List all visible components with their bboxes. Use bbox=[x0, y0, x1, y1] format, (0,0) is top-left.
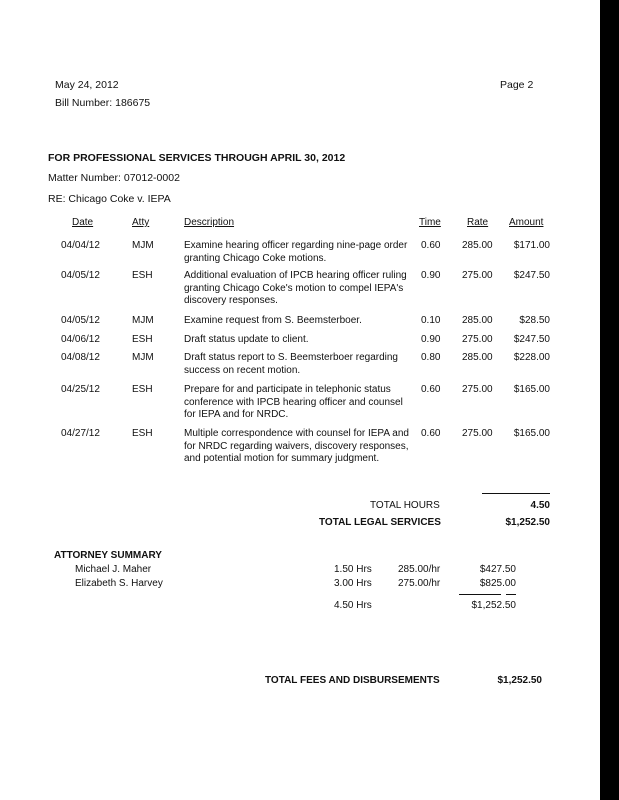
col-description-header: Description bbox=[184, 217, 235, 228]
entry-rate: 275.00 bbox=[462, 334, 493, 345]
col-time-header: Time bbox=[419, 217, 441, 228]
page-number: Page 2 bbox=[500, 79, 534, 91]
entry-atty: ESH bbox=[132, 334, 153, 345]
entry-rate: 275.00 bbox=[462, 428, 493, 439]
entry-amount: $28.50 bbox=[519, 315, 550, 326]
entry-time: 0.60 bbox=[421, 428, 441, 439]
summary-total-amount: $1,252.50 bbox=[471, 600, 516, 611]
col-rate-header: Rate bbox=[467, 217, 489, 228]
entry-description: Additional evaluation of IPCB hearing officer ruling granting Chicago Coke's motion to compel IEPA's discovery responses. bbox=[184, 270, 407, 306]
summary-rule-short bbox=[506, 594, 516, 595]
entry-amount: $165.00 bbox=[513, 428, 550, 439]
entry-rate: 285.00 bbox=[462, 315, 493, 326]
entry-date: 04/06/12 bbox=[61, 334, 100, 345]
totals-rule bbox=[482, 493, 550, 494]
entry-atty: MJM bbox=[132, 352, 154, 363]
col-atty-header: Atty bbox=[132, 217, 150, 228]
total-hours-value: 4.50 bbox=[530, 500, 550, 511]
entry-description: Draft status report to S. Beemsterboer regarding success on recent motion. bbox=[184, 352, 398, 376]
entry-atty: ESH bbox=[132, 428, 153, 439]
services-title: FOR PROFESSIONAL SERVICES THROUGH APRIL 30, 2012 bbox=[48, 152, 346, 164]
grand-total-label: TOTAL FEES AND DISBURSEMENTS bbox=[265, 675, 440, 686]
entry-time: 0.90 bbox=[421, 270, 441, 281]
entry-description: Multiple correspondence with counsel for IEPA and for NRDC regarding waivers, discovery responses, and potential motion for summary judgment. bbox=[184, 428, 409, 464]
bill-number: Bill Number: 186675 bbox=[55, 97, 151, 109]
entry-amount: $171.00 bbox=[513, 240, 550, 251]
col-date-header: Date bbox=[72, 217, 94, 228]
attorney-rate: 285.00/hr bbox=[398, 564, 441, 575]
entry-amount: $165.00 bbox=[513, 384, 550, 395]
entry-atty: ESH bbox=[132, 384, 153, 395]
attorney-hours: 1.50 Hrs bbox=[334, 564, 372, 575]
entry-date: 04/05/12 bbox=[61, 315, 100, 326]
entry-date: 04/08/12 bbox=[61, 352, 100, 363]
re-line: RE: Chicago Coke v. IEPA bbox=[48, 193, 171, 205]
attorney-rate: 275.00/hr bbox=[398, 578, 441, 589]
attorney-amount: $825.00 bbox=[479, 578, 516, 589]
entry-description: Draft status update to client. bbox=[184, 334, 309, 345]
entry-description: Examine hearing officer regarding nine-page order granting Chicago Coke motions. bbox=[184, 240, 408, 264]
entry-amount: $247.50 bbox=[513, 270, 550, 281]
grand-total-value: $1,252.50 bbox=[497, 675, 542, 686]
entry-amount: $247.50 bbox=[513, 334, 550, 345]
entry-time: 0.60 bbox=[421, 384, 441, 395]
entry-date: 04/27/12 bbox=[61, 428, 100, 439]
total-hours-label: TOTAL HOURS bbox=[370, 500, 440, 511]
attorney-name: Elizabeth S. Harvey bbox=[75, 578, 163, 589]
entry-date: 04/25/12 bbox=[61, 384, 100, 395]
summary-rule bbox=[459, 594, 501, 595]
entry-time: 0.90 bbox=[421, 334, 441, 345]
entry-time: 0.60 bbox=[421, 240, 441, 251]
col-amount-header: Amount bbox=[509, 217, 544, 228]
entry-time: 0.80 bbox=[421, 352, 441, 363]
entry-description: Examine request from S. Beemsterboer. bbox=[184, 315, 362, 326]
entry-date: 04/04/12 bbox=[61, 240, 100, 251]
entry-description: Prepare for and participate in telephonic status conference with IPCB hearing officer and counsel for IEPA and for NRDC. bbox=[184, 384, 403, 420]
summary-total-hours: 4.50 Hrs bbox=[334, 600, 372, 611]
matter-number: Matter Number: 07012-0002 bbox=[48, 172, 180, 184]
attorney-amount: $427.50 bbox=[479, 564, 516, 575]
entry-atty: MJM bbox=[132, 315, 154, 326]
entry-atty: ESH bbox=[132, 270, 153, 281]
total-legal-label: TOTAL LEGAL SERVICES bbox=[319, 517, 441, 528]
entry-atty: MJM bbox=[132, 240, 154, 251]
entry-rate: 285.00 bbox=[462, 352, 493, 363]
entry-rate: 285.00 bbox=[462, 240, 493, 251]
entry-rate: 275.00 bbox=[462, 384, 493, 395]
invoice-date: May 24, 2012 bbox=[55, 79, 119, 91]
scan-edge-bar bbox=[600, 0, 619, 800]
attorney-hours: 3.00 Hrs bbox=[334, 578, 372, 589]
attorney-summary-title: ATTORNEY SUMMARY bbox=[54, 550, 162, 561]
entry-amount: $228.00 bbox=[513, 352, 550, 363]
entry-date: 04/05/12 bbox=[61, 270, 100, 281]
total-legal-value: $1,252.50 bbox=[505, 517, 550, 528]
entry-rate: 275.00 bbox=[462, 270, 493, 281]
attorney-name: Michael J. Maher bbox=[75, 564, 152, 575]
entry-time: 0.10 bbox=[421, 315, 441, 326]
